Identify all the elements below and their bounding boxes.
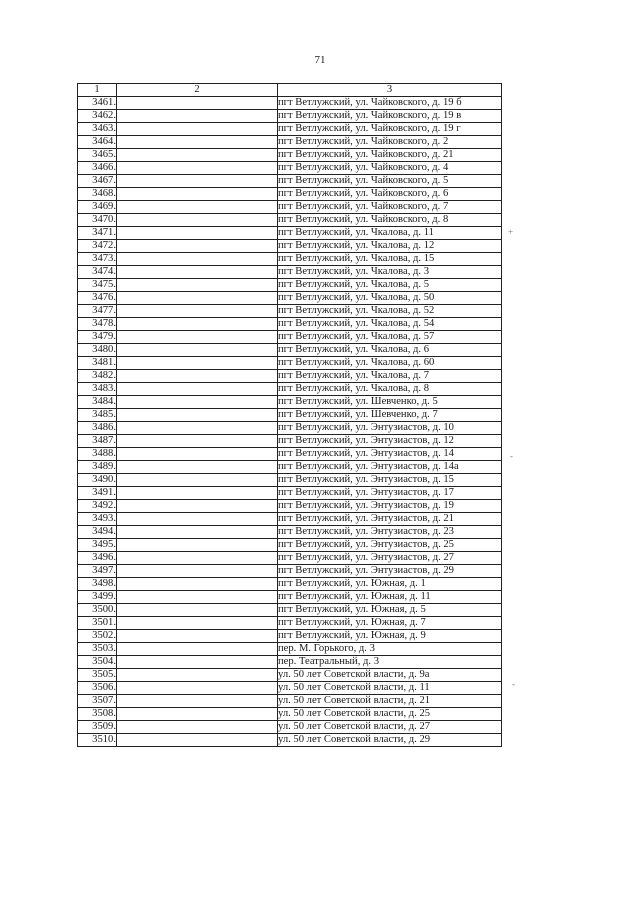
row-column-2 — [117, 136, 278, 149]
row-number: 3505. — [78, 669, 117, 682]
table-row — [78, 344, 502, 357]
row-column-2 — [117, 617, 278, 630]
row-column-2 — [117, 513, 278, 526]
row-number: 3497. — [78, 565, 117, 578]
table-row — [78, 175, 502, 188]
table-row — [78, 682, 502, 695]
row-address: ул. 50 лет Советской власти, д. 11 — [278, 682, 502, 695]
row-address: пгт Ветлужский, ул. Чайковского, д. 21 — [278, 149, 502, 162]
table-row — [78, 383, 502, 396]
row-column-2 — [117, 357, 278, 370]
table-row — [78, 396, 502, 409]
row-number: 3481. — [78, 357, 117, 370]
row-number: 3501. — [78, 617, 117, 630]
row-address: пгт Ветлужский, ул. Чкалова, д. 52 — [278, 305, 502, 318]
row-address: пгт Ветлужский, ул. Энтузиастов, д. 17 — [278, 487, 502, 500]
row-column-2 — [117, 565, 278, 578]
column-header-1: 1 — [78, 84, 117, 97]
row-address: пгт Ветлужский, ул. Чайковского, д. 19 б — [278, 97, 502, 110]
row-column-2 — [117, 591, 278, 604]
row-number: 3488. — [78, 448, 117, 461]
column-header-3: 3 — [278, 84, 502, 97]
row-number: 3477. — [78, 305, 117, 318]
row-column-2 — [117, 708, 278, 721]
table-row — [78, 669, 502, 682]
table-row — [78, 500, 502, 513]
row-number: 3485. — [78, 409, 117, 422]
row-number: 3462. — [78, 110, 117, 123]
row-column-2 — [117, 656, 278, 669]
table-row — [78, 734, 502, 747]
row-column-2 — [117, 630, 278, 643]
row-number: 3495. — [78, 539, 117, 552]
row-address: ул. 50 лет Советской власти, д. 21 — [278, 695, 502, 708]
page-number: 71 — [314, 54, 326, 66]
table-row — [78, 188, 502, 201]
table-row — [78, 240, 502, 253]
row-column-2 — [117, 474, 278, 487]
row-number: 3491. — [78, 487, 117, 500]
row-number: 3466. — [78, 162, 117, 175]
row-column-2 — [117, 669, 278, 682]
row-column-2 — [117, 149, 278, 162]
row-number: 3493. — [78, 513, 117, 526]
row-column-2 — [117, 240, 278, 253]
row-address: пгт Ветлужский, ул. Чайковского, д. 6 — [278, 188, 502, 201]
row-column-2 — [117, 201, 278, 214]
row-number: 3492. — [78, 500, 117, 513]
table-row — [78, 695, 502, 708]
table-row — [78, 591, 502, 604]
table-row — [78, 578, 502, 591]
row-column-2 — [117, 409, 278, 422]
row-address: пгт Ветлужский, ул. Чайковского, д. 7 — [278, 201, 502, 214]
row-address: пгт Ветлужский, ул. Чкалова, д. 60 — [278, 357, 502, 370]
row-address: ул. 50 лет Советской власти, д. 27 — [278, 721, 502, 734]
row-column-2 — [117, 682, 278, 695]
row-address: пгт Ветлужский, ул. Чкалова, д. 57 — [278, 331, 502, 344]
row-number: 3500. — [78, 604, 117, 617]
row-column-2 — [117, 123, 278, 136]
table-row — [78, 136, 502, 149]
row-column-2 — [117, 253, 278, 266]
row-column-2 — [117, 331, 278, 344]
row-number: 3499. — [78, 591, 117, 604]
table-row — [78, 435, 502, 448]
row-number: 3487. — [78, 435, 117, 448]
row-address: пгт Ветлужский, ул. Энтузиастов, д. 15 — [278, 474, 502, 487]
row-address: пгт Ветлужский, ул. Южная, д. 5 — [278, 604, 502, 617]
table-row — [78, 539, 502, 552]
table-row — [78, 604, 502, 617]
row-column-2 — [117, 578, 278, 591]
row-number: 3504. — [78, 656, 117, 669]
row-address: пгт Ветлужский, ул. Чайковского, д. 5 — [278, 175, 502, 188]
row-address: пер. Театральный, д. 3 — [278, 656, 502, 669]
row-address: пгт Ветлужский, ул. Чайковского, д. 19 г — [278, 123, 502, 136]
table-row — [78, 409, 502, 422]
row-address: пгт Ветлужский, ул. Чайковского, д. 8 — [278, 214, 502, 227]
row-column-2 — [117, 214, 278, 227]
table-row — [78, 123, 502, 136]
table-row — [78, 97, 502, 110]
row-number: 3476. — [78, 292, 117, 305]
row-column-2 — [117, 695, 278, 708]
row-column-2 — [117, 279, 278, 292]
scan-artifact-mark: - — [510, 451, 513, 461]
row-address: пгт Ветлужский, ул. Южная, д. 9 — [278, 630, 502, 643]
row-column-2 — [117, 604, 278, 617]
row-address: пгт Ветлужский, ул. Южная, д. 7 — [278, 617, 502, 630]
row-address: пгт Ветлужский, ул. Чкалова, д. 8 — [278, 383, 502, 396]
row-column-2 — [117, 318, 278, 331]
row-number: 3498. — [78, 578, 117, 591]
row-number: 3496. — [78, 552, 117, 565]
row-address: пгт Ветлужский, ул. Чкалова, д. 3 — [278, 266, 502, 279]
row-address: пгт Ветлужский, ул. Чайковского, д. 19 в — [278, 110, 502, 123]
table-row — [78, 149, 502, 162]
row-column-2 — [117, 370, 278, 383]
row-number: 3508. — [78, 708, 117, 721]
row-number: 3465. — [78, 149, 117, 162]
table-row — [78, 370, 502, 383]
row-number: 3464. — [78, 136, 117, 149]
row-address: пгт Ветлужский, ул. Энтузиастов, д. 27 — [278, 552, 502, 565]
row-address: ул. 50 лет Советской власти, д. 9а — [278, 669, 502, 682]
scan-artifact-mark: + — [508, 227, 514, 237]
row-number: 3463. — [78, 123, 117, 136]
row-column-2 — [117, 175, 278, 188]
row-number: 3483. — [78, 383, 117, 396]
row-address: пгт Ветлужский, ул. Южная, д. 1 — [278, 578, 502, 591]
table-row — [78, 474, 502, 487]
row-address: пгт Ветлужский, ул. Энтузиастов, д. 19 — [278, 500, 502, 513]
row-address: ул. 50 лет Советской власти, д. 25 — [278, 708, 502, 721]
row-address: пер. М. Горького, д. 3 — [278, 643, 502, 656]
row-address: пгт Ветлужский, ул. Энтузиастов, д. 12 — [278, 435, 502, 448]
table-row — [78, 630, 502, 643]
table-row — [78, 526, 502, 539]
row-number: 3484. — [78, 396, 117, 409]
row-address: пгт Ветлужский, ул. Чайковского, д. 2 — [278, 136, 502, 149]
row-address: пгт Ветлужский, ул. Чкалова, д. 6 — [278, 344, 502, 357]
row-column-2 — [117, 266, 278, 279]
row-address: пгт Ветлужский, ул. Шевченко, д. 7 — [278, 409, 502, 422]
table-row — [78, 201, 502, 214]
table-body — [78, 97, 502, 747]
row-number: 3507. — [78, 695, 117, 708]
table-row — [78, 305, 502, 318]
row-column-2 — [117, 552, 278, 565]
row-number: 3472. — [78, 240, 117, 253]
row-column-2 — [117, 292, 278, 305]
table-row — [78, 643, 502, 656]
table-row — [78, 162, 502, 175]
row-number: 3461. — [78, 97, 117, 110]
row-number: 3509. — [78, 721, 117, 734]
row-number: 3474. — [78, 266, 117, 279]
row-column-2 — [117, 422, 278, 435]
address-table — [77, 83, 502, 747]
row-number: 3479. — [78, 331, 117, 344]
row-number: 3503. — [78, 643, 117, 656]
row-address: пгт Ветлужский, ул. Южная, д. 11 — [278, 591, 502, 604]
row-number: 3506. — [78, 682, 117, 695]
table-row — [78, 214, 502, 227]
table-row — [78, 266, 502, 279]
row-address: пгт Ветлужский, ул. Чкалова, д. 54 — [278, 318, 502, 331]
table-row — [78, 461, 502, 474]
table-row — [78, 227, 502, 240]
row-number: 3475. — [78, 279, 117, 292]
row-column-2 — [117, 526, 278, 539]
row-column-2 — [117, 487, 278, 500]
table-row — [78, 721, 502, 734]
scan-artifact-mark: - — [512, 679, 515, 689]
row-address: пгт Ветлужский, ул. Шевченко, д. 5 — [278, 396, 502, 409]
row-address: пгт Ветлужский, ул. Чайковского, д. 4 — [278, 162, 502, 175]
row-column-2 — [117, 162, 278, 175]
table-row — [78, 357, 502, 370]
table-row — [78, 487, 502, 500]
column-header-2: 2 — [117, 84, 278, 97]
table-row — [78, 110, 502, 123]
row-address: пгт Ветлужский, ул. Энтузиастов, д. 14 — [278, 448, 502, 461]
row-number: 3471. — [78, 227, 117, 240]
row-column-2 — [117, 734, 278, 747]
row-number: 3473. — [78, 253, 117, 266]
row-column-2 — [117, 721, 278, 734]
row-number: 3510. — [78, 734, 117, 747]
table-row — [78, 708, 502, 721]
row-column-2 — [117, 461, 278, 474]
row-column-2 — [117, 344, 278, 357]
row-address: пгт Ветлужский, ул. Энтузиастов, д. 23 — [278, 526, 502, 539]
row-address: пгт Ветлужский, ул. Энтузиастов, д. 29 — [278, 565, 502, 578]
row-number: 3482. — [78, 370, 117, 383]
row-column-2 — [117, 500, 278, 513]
table-row — [78, 448, 502, 461]
table-row — [78, 422, 502, 435]
row-number: 3470. — [78, 214, 117, 227]
table-row — [78, 552, 502, 565]
row-column-2 — [117, 97, 278, 110]
table-row — [78, 331, 502, 344]
row-address: ул. 50 лет Советской власти, д. 29 — [278, 734, 502, 747]
table-row — [78, 513, 502, 526]
row-column-2 — [117, 396, 278, 409]
table-header-row — [78, 84, 502, 97]
row-column-2 — [117, 305, 278, 318]
row-number: 3489. — [78, 461, 117, 474]
row-number: 3490. — [78, 474, 117, 487]
row-address: пгт Ветлужский, ул. Энтузиастов, д. 25 — [278, 539, 502, 552]
row-number: 3467. — [78, 175, 117, 188]
table-row — [78, 292, 502, 305]
table-row — [78, 279, 502, 292]
row-column-2 — [117, 448, 278, 461]
row-number: 3478. — [78, 318, 117, 331]
row-column-2 — [117, 110, 278, 123]
row-address: пгт Ветлужский, ул. Чкалова, д. 15 — [278, 253, 502, 266]
row-column-2 — [117, 539, 278, 552]
row-column-2 — [117, 435, 278, 448]
table-row — [78, 253, 502, 266]
row-address: пгт Ветлужский, ул. Энтузиастов, д. 14а — [278, 461, 502, 474]
row-address: пгт Ветлужский, ул. Чкалова, д. 11 — [278, 227, 502, 240]
row-column-2 — [117, 188, 278, 201]
row-number: 3469. — [78, 201, 117, 214]
table-row — [78, 565, 502, 578]
row-address: пгт Ветлужский, ул. Чкалова, д. 50 — [278, 292, 502, 305]
row-number: 3494. — [78, 526, 117, 539]
row-address: пгт Ветлужский, ул. Чкалова, д. 5 — [278, 279, 502, 292]
row-address: пгт Ветлужский, ул. Чкалова, д. 7 — [278, 370, 502, 383]
row-number: 3486. — [78, 422, 117, 435]
table-row — [78, 318, 502, 331]
row-address: пгт Ветлужский, ул. Энтузиастов, д. 10 — [278, 422, 502, 435]
row-column-2 — [117, 383, 278, 396]
row-column-2 — [117, 227, 278, 240]
row-column-2 — [117, 643, 278, 656]
row-number: 3468. — [78, 188, 117, 201]
table-row — [78, 656, 502, 669]
row-address: пгт Ветлужский, ул. Энтузиастов, д. 21 — [278, 513, 502, 526]
row-number: 3480. — [78, 344, 117, 357]
row-address: пгт Ветлужский, ул. Чкалова, д. 12 — [278, 240, 502, 253]
table-row — [78, 617, 502, 630]
row-number: 3502. — [78, 630, 117, 643]
